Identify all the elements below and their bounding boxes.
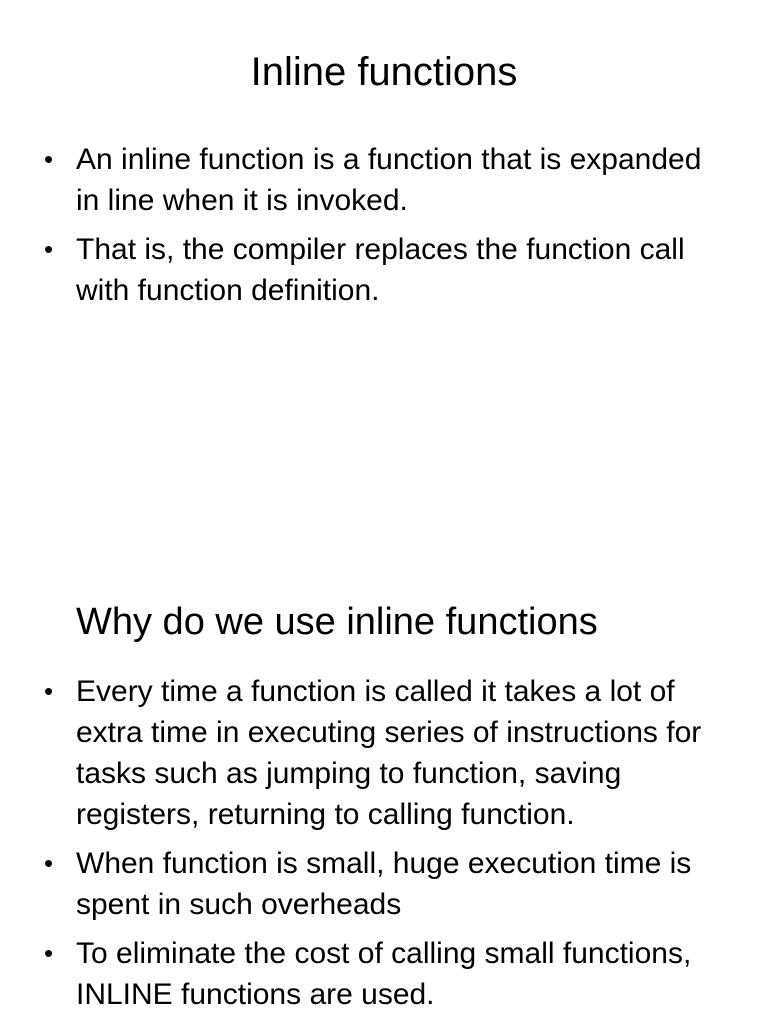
bullet-item: [0, 843, 768, 925]
bullet-item: [0, 139, 768, 221]
bullet-dot-icon: •: [44, 848, 54, 878]
bullet-item: [0, 229, 768, 311]
bullet-list: [0, 671, 768, 1023]
slide-title: Why do we use inline functions: [76, 601, 598, 643]
bullet-item: [0, 671, 768, 835]
bullet-text: An inline function is a function that is expanded in line when it is invoked.: [76, 143, 702, 217]
slide-why-inline: [0, 520, 768, 1024]
bullet-text: Every time a function is called it takes a lot of extra time in executing series of instructions for tasks such as jumping to function, saving registers, returning to calling function.: [76, 675, 702, 831]
bullet-text: To eliminate the cost of calling small functions, INLINE functions are used.: [76, 937, 692, 1011]
slide-title: Inline functions: [250, 50, 518, 94]
bullet-dot-icon: •: [44, 676, 54, 706]
bullet-dot-icon: •: [44, 144, 54, 174]
bullet-dot-icon: •: [44, 234, 54, 264]
bullet-text: When function is small, huge execution time is spent in such overheads: [76, 847, 692, 921]
bullet-dot-icon: •: [44, 938, 54, 968]
bullet-text: That is, the compiler replaces the function call with function definition.: [76, 233, 685, 307]
bullet-list: [0, 139, 768, 319]
bullet-item: [0, 933, 768, 1015]
